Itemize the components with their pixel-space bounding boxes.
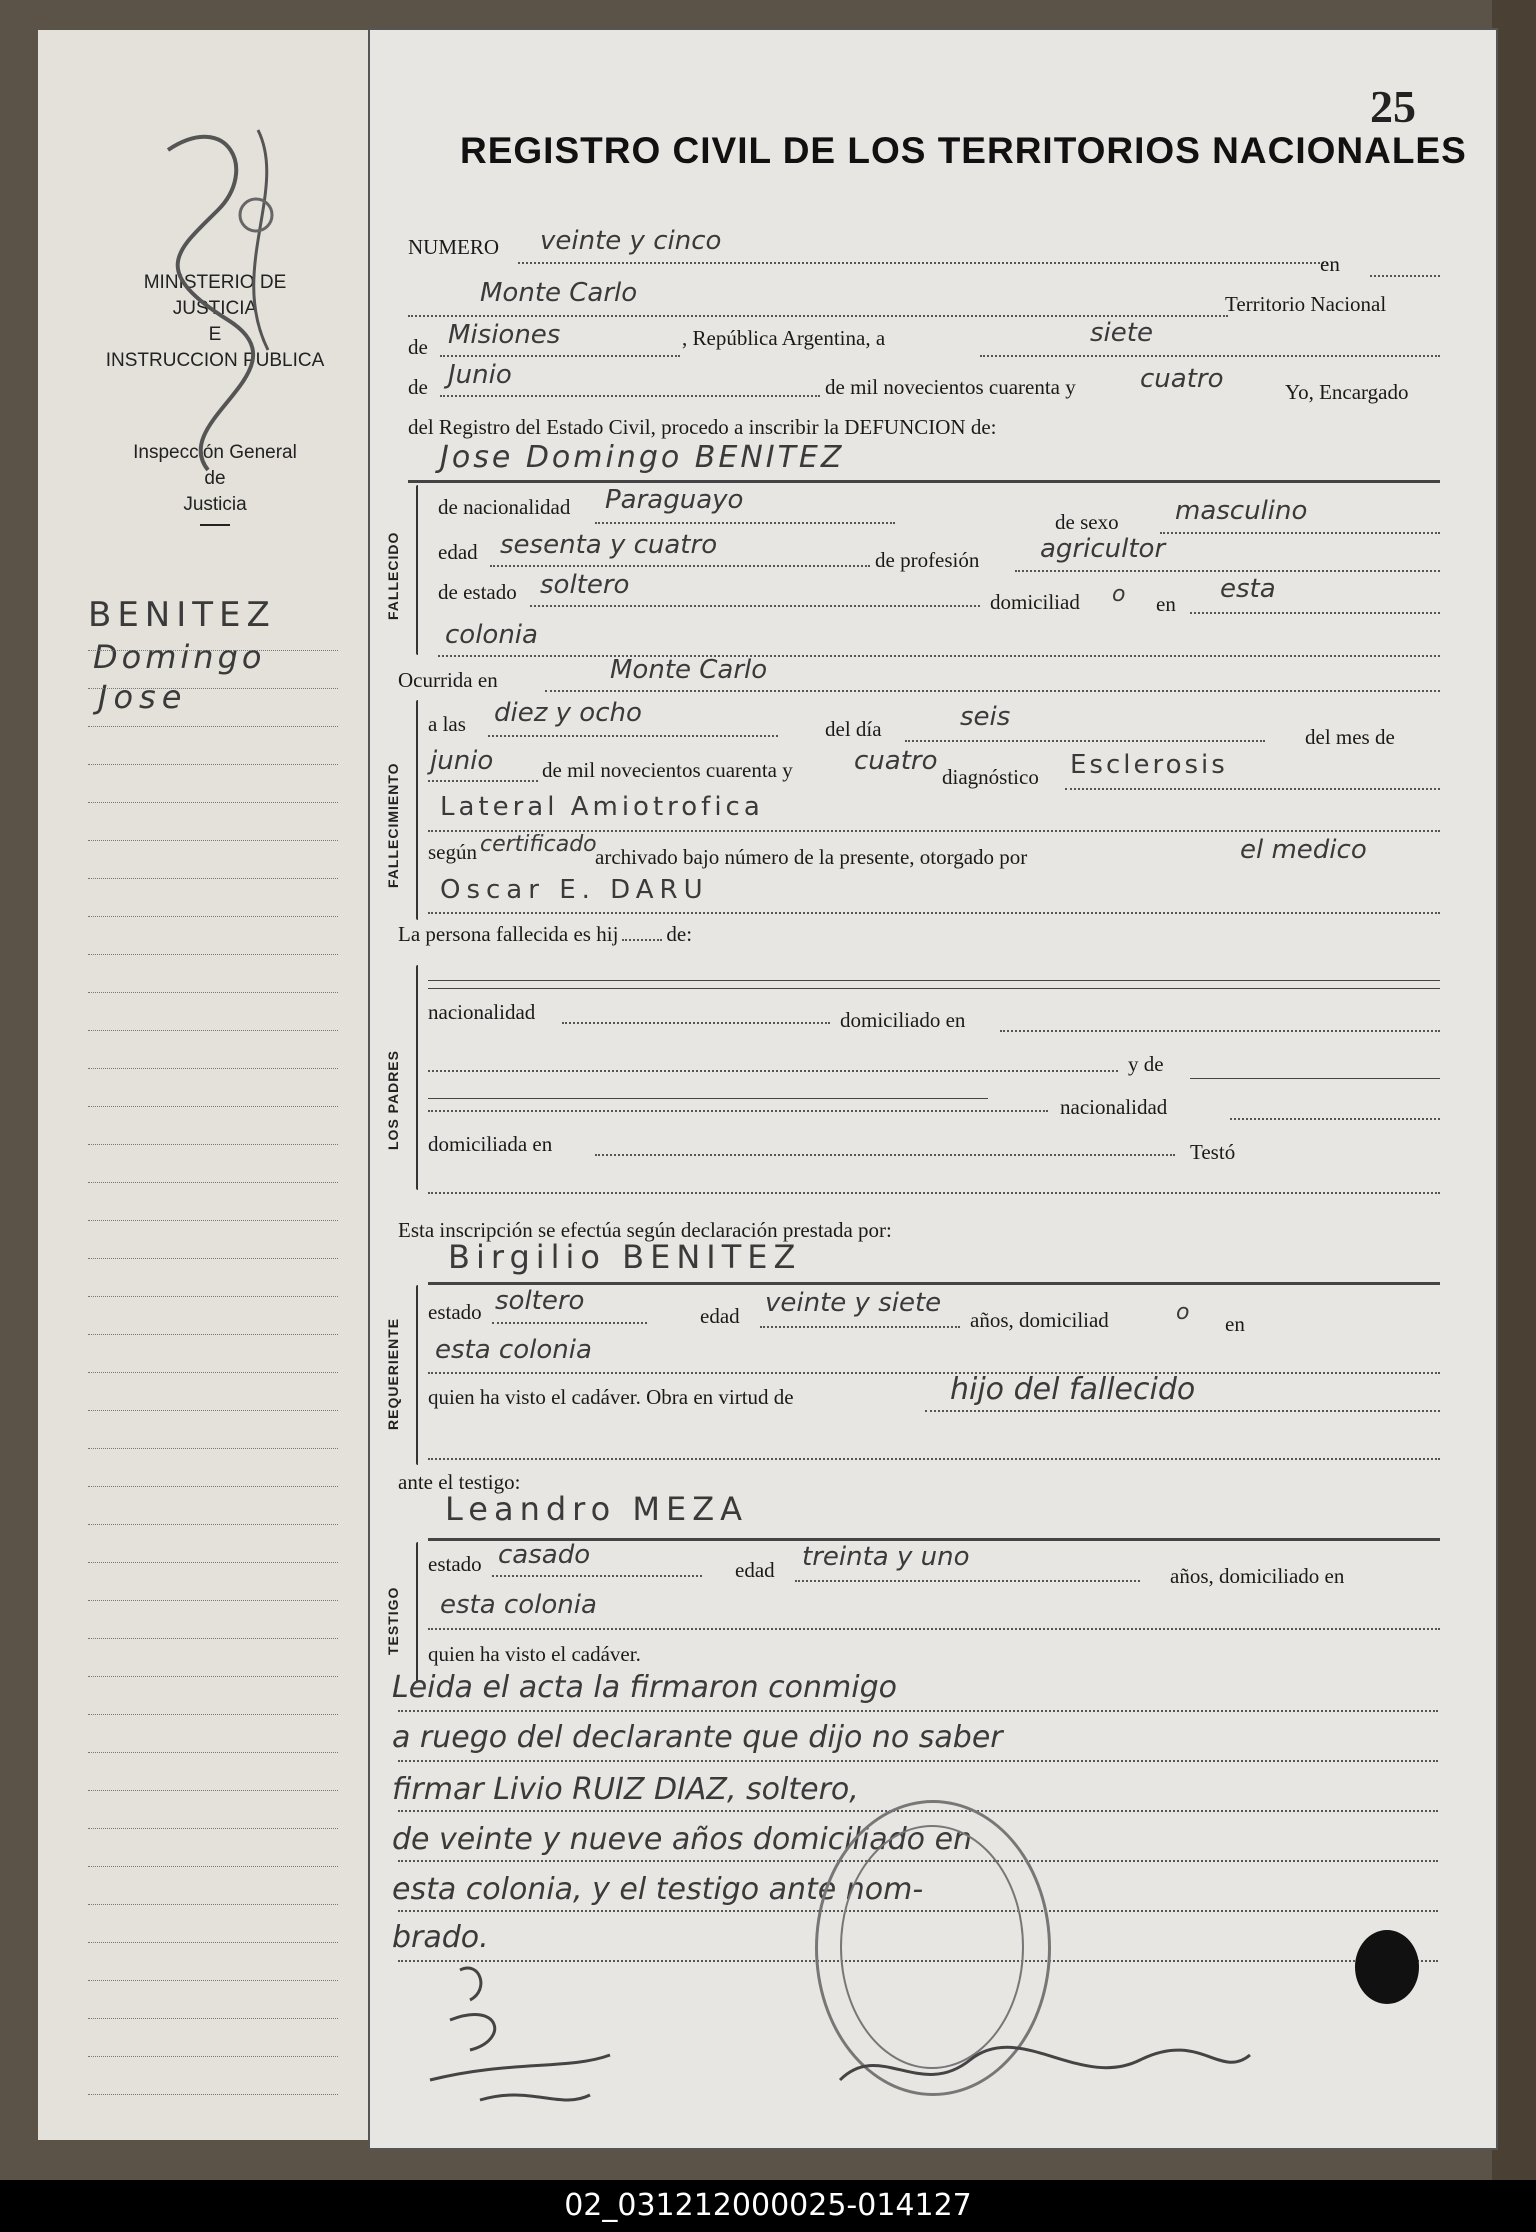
hw-hora: diez y ocho	[494, 698, 642, 728]
brace-testigo	[416, 1542, 418, 1682]
side-label-fallecido: FALLECIDO	[385, 531, 401, 620]
hw-certificado: certificado	[480, 832, 597, 857]
margin-rule	[88, 840, 338, 841]
hw-nombre: Jose Domingo BENITEZ	[440, 440, 845, 475]
margin-rule	[88, 1068, 338, 1069]
side-label-padres: LOS PADRES	[385, 1050, 401, 1150]
ministry-line6: Justicia	[183, 494, 247, 515]
hw-medico2: Oscar E. DARU	[440, 875, 709, 905]
margin-rule	[88, 954, 338, 955]
label-nacionalidad2: nacionalidad	[1060, 1095, 1168, 1119]
label-y-de: y de	[1128, 1052, 1164, 1076]
hw-declarante: Birgilio BENITEZ	[448, 1238, 802, 1276]
hw-mes2: junio	[430, 746, 494, 776]
hw-nota6: brado.	[392, 1920, 489, 1955]
label-en-dom: en	[1156, 592, 1176, 616]
label-republica: , República Argentina, a	[682, 326, 886, 350]
label-testo: Testó	[1190, 1140, 1236, 1164]
label-del-mes-de: del mes de	[1305, 725, 1395, 749]
label-de-colon: de:	[666, 922, 693, 946]
label-del-dia: del día	[825, 717, 882, 741]
margin-rule	[88, 726, 338, 727]
label-segun: según	[428, 840, 477, 864]
label-de-nacionalidad: de nacionalidad	[438, 495, 571, 519]
hw-numero: veinte y cinco	[540, 226, 722, 256]
margin-rule	[88, 1524, 338, 1525]
hw-nota4: de veinte y nueve años domiciliado en	[392, 1822, 973, 1857]
brace-fallecido	[416, 485, 418, 655]
margin-rule	[88, 1752, 338, 1753]
hw-test-estado: casado	[498, 1540, 591, 1570]
margin-rule	[88, 1562, 338, 1563]
book-spine	[1492, 0, 1536, 2180]
ministry-line1: MINISTERIO DE JUSTICIA	[143, 272, 287, 319]
margin-rule	[88, 1410, 338, 1411]
hw-testigo: Leandro MEZA	[445, 1490, 748, 1528]
label-anos-domiciliado: años, domiciliado en	[1170, 1564, 1345, 1588]
label-quien-ha-visto: quien ha visto el cadáver. Obra en virtud de	[428, 1385, 794, 1409]
label-quien-ha-visto2: quien ha visto el cadáver.	[428, 1642, 641, 1666]
margin-rule	[88, 1448, 338, 1449]
label-diagnostico: diagnóstico	[942, 765, 1039, 789]
margin-signature	[108, 90, 308, 520]
label-edad3: edad	[735, 1558, 775, 1582]
margin-rule	[88, 878, 338, 879]
label-yo-encargado: Yo, Encargado	[1285, 380, 1409, 404]
signature-right	[820, 2020, 1260, 2120]
margin-rule	[88, 1638, 338, 1639]
label-nacionalidad: nacionalidad	[428, 1000, 536, 1024]
margin-rule	[88, 1714, 338, 1715]
label-edad2: edad	[700, 1304, 740, 1328]
hw-medico1: el medico	[1240, 835, 1367, 865]
hw-dia: siete	[1090, 318, 1153, 348]
binding-hole	[1355, 1930, 1419, 2004]
hw-domiciliad-suffix: o	[1112, 582, 1126, 607]
margin-rule	[88, 688, 338, 689]
hw-diagnostico2: Lateral Amiotrofica	[440, 792, 764, 822]
hw-nacionalidad: Paraguayo	[605, 485, 744, 515]
hw-localidad: Monte Carlo	[480, 278, 638, 308]
margin-surname: BENITEZ	[88, 595, 276, 635]
margin-rule	[88, 802, 338, 803]
label-mil-novecientos-2: de mil novecientos cuarenta y	[542, 758, 793, 782]
margin-rule	[88, 992, 338, 993]
margin-given1: Domingo	[93, 638, 266, 676]
brace-requeriente	[416, 1285, 418, 1465]
notes-rule	[398, 1760, 1438, 1762]
page-number: 25	[1370, 81, 1416, 132]
label-de-estado: de estado	[438, 580, 517, 604]
label-en2: en	[1225, 1312, 1245, 1336]
notes-rule	[398, 1710, 1438, 1712]
margin-rule	[88, 1866, 338, 1867]
hw-nota1: Leida el acta la firmaron conmigo	[392, 1670, 897, 1705]
margin-rule	[88, 1182, 338, 1183]
hw-domicilio2: colonia	[445, 620, 538, 650]
hw-ocurrida: Monte Carlo	[610, 655, 768, 685]
margin-rule	[88, 1258, 338, 1259]
label-domiciliad: domiciliad	[990, 590, 1080, 614]
hw-domicilio1: esta	[1220, 574, 1276, 604]
margin-rule	[88, 2056, 338, 2057]
label-en: en	[1320, 252, 1340, 276]
hw-decl-estado: soltero	[495, 1286, 585, 1316]
label-de2: de	[408, 375, 428, 399]
margin-rule	[88, 2018, 338, 2019]
hw-del-dia: seis	[960, 702, 1011, 732]
label-de: de	[408, 335, 428, 359]
persona-fallecida-row	[398, 922, 692, 947]
margin-rule	[88, 1904, 338, 1905]
label-inscripcion: Esta inscripción se efectúa según declaración prestada por:	[398, 1218, 892, 1242]
margin-rule	[88, 1220, 338, 1221]
page-title: REGISTRO CIVIL DE LOS TERRITORIOS NACIONALES	[460, 130, 1467, 171]
label-estado3: estado	[428, 1552, 482, 1576]
label-mil-novecientos: de mil novecientos cuarenta y	[825, 375, 1076, 399]
hw-edad: sesenta y cuatro	[500, 530, 718, 560]
label-archivado: archivado bajo número de la presente, otorgado por	[595, 845, 1028, 869]
hw-nota2: a ruego del declarante que dijo no saber	[392, 1720, 1003, 1755]
registry-page	[368, 28, 1498, 2150]
brace-padres	[416, 965, 418, 1190]
ministry-line4: Inspección General	[133, 442, 297, 463]
margin-given2: Jose	[98, 678, 188, 716]
left-margin-column	[38, 30, 370, 2140]
ministry-line2: E	[208, 324, 222, 345]
margin-rule	[88, 1600, 338, 1601]
margin-rule	[88, 916, 338, 917]
label-ante-testigo: ante el testigo:	[398, 1470, 521, 1494]
hw-anio2: cuatro	[854, 746, 938, 776]
label-a-las: a las	[428, 712, 466, 736]
margin-rule	[88, 1030, 338, 1031]
hw-test-edad: treinta y uno	[802, 1542, 970, 1572]
hw-obra-virtud: hijo del fallecido	[950, 1372, 1196, 1407]
margin-rule	[88, 1980, 338, 1981]
margin-rule	[88, 1790, 338, 1791]
margin-rule	[88, 1828, 338, 1829]
hw-decl-edad: veinte y siete	[765, 1288, 942, 1318]
hw-nota5: esta colonia, y el testigo ante nom-	[392, 1872, 924, 1907]
label-ocurrida-en: Ocurrida en	[398, 668, 498, 692]
hw-test-domicilio: esta colonia	[440, 1590, 597, 1620]
label-estado: estado	[428, 1300, 482, 1324]
label-de-sexo: de sexo	[1055, 510, 1119, 534]
margin-rule	[88, 1942, 338, 1943]
ministry-line3: INSTRUCCION PUBLICA	[105, 350, 325, 371]
signatures-left	[390, 1960, 710, 2130]
hw-decl-domicilio: esta colonia	[435, 1335, 592, 1365]
footer-id: 02_031212000025-014127	[0, 2180, 1536, 2232]
label-numero: NUMERO	[408, 235, 500, 259]
margin-rule	[88, 764, 338, 765]
hw-profesion: agricultor	[1040, 534, 1166, 564]
hw-mes: Junio	[448, 360, 512, 390]
hw-decl-dom-suffix: o	[1176, 1300, 1190, 1325]
hw-anio: cuatro	[1140, 364, 1224, 394]
label-del-registro: del Registro del Estado Civil, procedo a inscribir la DEFUNCION de:	[408, 415, 997, 439]
margin-rule	[88, 1676, 338, 1677]
label-domiciliado-en: domiciliado en	[840, 1008, 966, 1032]
label-profesion: de profesión	[875, 548, 980, 572]
coat-of-arms-icon	[240, 199, 272, 231]
hw-nota3: firmar Livio RUIZ DIAZ, soltero,	[392, 1772, 859, 1807]
hw-sexo: masculino	[1175, 496, 1308, 526]
brace-fallecimiento	[416, 700, 418, 920]
side-label-testigo: TESTIGO	[385, 1586, 401, 1655]
side-label-fallecimiento: FALLECIMIENTO	[385, 762, 401, 888]
margin-rule	[88, 1486, 338, 1487]
label-edad: edad	[438, 540, 478, 564]
label-persona-fallecida: La persona fallecida es hij	[398, 922, 619, 946]
ministry-line5: de	[204, 468, 226, 489]
hw-estado: soltero	[540, 570, 630, 600]
label-domiciliada-en: domiciliada en	[428, 1132, 553, 1156]
label-territorio: Territorio Nacional	[1225, 292, 1387, 316]
label-anos-domiciliad: años, domiciliad	[970, 1308, 1109, 1332]
hw-territorio: Misiones	[448, 320, 561, 350]
margin-rule	[88, 650, 338, 651]
margin-rule	[88, 1334, 338, 1335]
margin-rule	[88, 1296, 338, 1297]
margin-rule	[88, 1144, 338, 1145]
margin-rule	[88, 1106, 338, 1107]
hw-diagnostico1: Esclerosis	[1070, 750, 1228, 780]
margin-rule	[88, 2094, 338, 2095]
side-label-requeriente: REQUERIENTE	[385, 1317, 401, 1430]
margin-rule	[88, 1372, 338, 1373]
